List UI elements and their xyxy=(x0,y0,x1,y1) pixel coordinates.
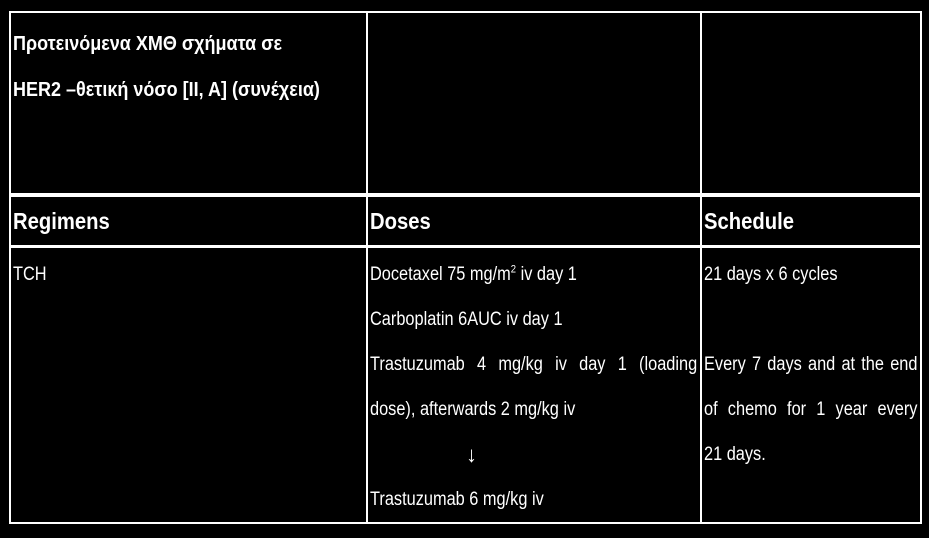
header-doses xyxy=(367,195,701,247)
dose-trastuzumab-maintenance: Trastuzumab 6 mg/kg iv xyxy=(370,489,544,510)
header-doses-label: Doses xyxy=(370,208,431,234)
regimen-table xyxy=(9,11,922,524)
schedule-word: end xyxy=(890,354,918,375)
header-regimens xyxy=(10,195,367,247)
header-schedule xyxy=(701,195,921,247)
dose-word: (loading xyxy=(639,354,698,375)
schedule-line-2 xyxy=(704,342,917,387)
schedule-line-4: 21 days. xyxy=(704,444,766,465)
dose-word: 4 xyxy=(476,354,487,375)
schedule-spacer xyxy=(704,297,918,342)
title-row xyxy=(10,12,921,195)
dose-word: iv xyxy=(555,354,567,375)
schedule-line-1: 21 days x 6 cycles xyxy=(704,264,838,285)
schedule-line-3 xyxy=(704,387,917,432)
header-row xyxy=(10,195,921,247)
title-line-1: Προτεινόμενα ΧΜΘ σχήματα σε xyxy=(13,33,283,55)
schedule-word: 7 xyxy=(751,354,762,375)
header-regimens-label: Regimens xyxy=(13,208,110,234)
regimen-cell xyxy=(10,247,367,524)
dose-word: Trastuzumab xyxy=(370,354,465,375)
schedule-word: and xyxy=(807,354,836,375)
schedule-word: 1 xyxy=(816,399,826,420)
down-arrow-icon: ↓ xyxy=(466,442,477,467)
schedule-word: for xyxy=(787,399,807,420)
dose-docetaxel-sup: 2 xyxy=(510,263,517,276)
dose-docetaxel xyxy=(370,252,652,297)
dose-carboplatin: Carboplatin 6AUC iv day 1 xyxy=(370,309,563,330)
dose-trastuzumab-continuation: dose), afterwards 2 mg/kg iv xyxy=(370,399,576,420)
schedule-word: year xyxy=(835,399,868,420)
title-cell xyxy=(10,12,367,195)
schedule-word: every xyxy=(877,399,918,420)
table-row xyxy=(10,247,921,524)
dose-docetaxel-suffix: iv day 1 xyxy=(516,264,577,285)
slide-table-container xyxy=(9,11,920,525)
dose-trastuzumab-loading xyxy=(370,342,697,387)
title-empty-cell-schedule xyxy=(701,12,921,195)
schedule-word: Every xyxy=(704,354,746,375)
schedule-word: chemo xyxy=(727,399,777,420)
schedule-word: days xyxy=(767,354,802,375)
dose-word: mg/kg xyxy=(498,354,543,375)
title-empty-cell-doses xyxy=(367,12,701,195)
schedule-word: the xyxy=(861,354,884,375)
schedule-cell xyxy=(701,247,921,524)
regimen-name: TCH xyxy=(13,264,47,285)
doses-cell xyxy=(367,247,701,524)
schedule-word: at xyxy=(841,354,856,375)
dose-docetaxel-prefix: Docetaxel 75 mg/m xyxy=(370,264,511,285)
schedule-word: of xyxy=(704,399,718,420)
dose-word: day xyxy=(579,354,606,375)
dose-word: 1 xyxy=(617,354,627,375)
header-schedule-label: Schedule xyxy=(704,208,794,234)
title-line-2: HER2 –θετική νόσο [ΙΙ, Α] (συνέχεια) xyxy=(13,79,320,101)
